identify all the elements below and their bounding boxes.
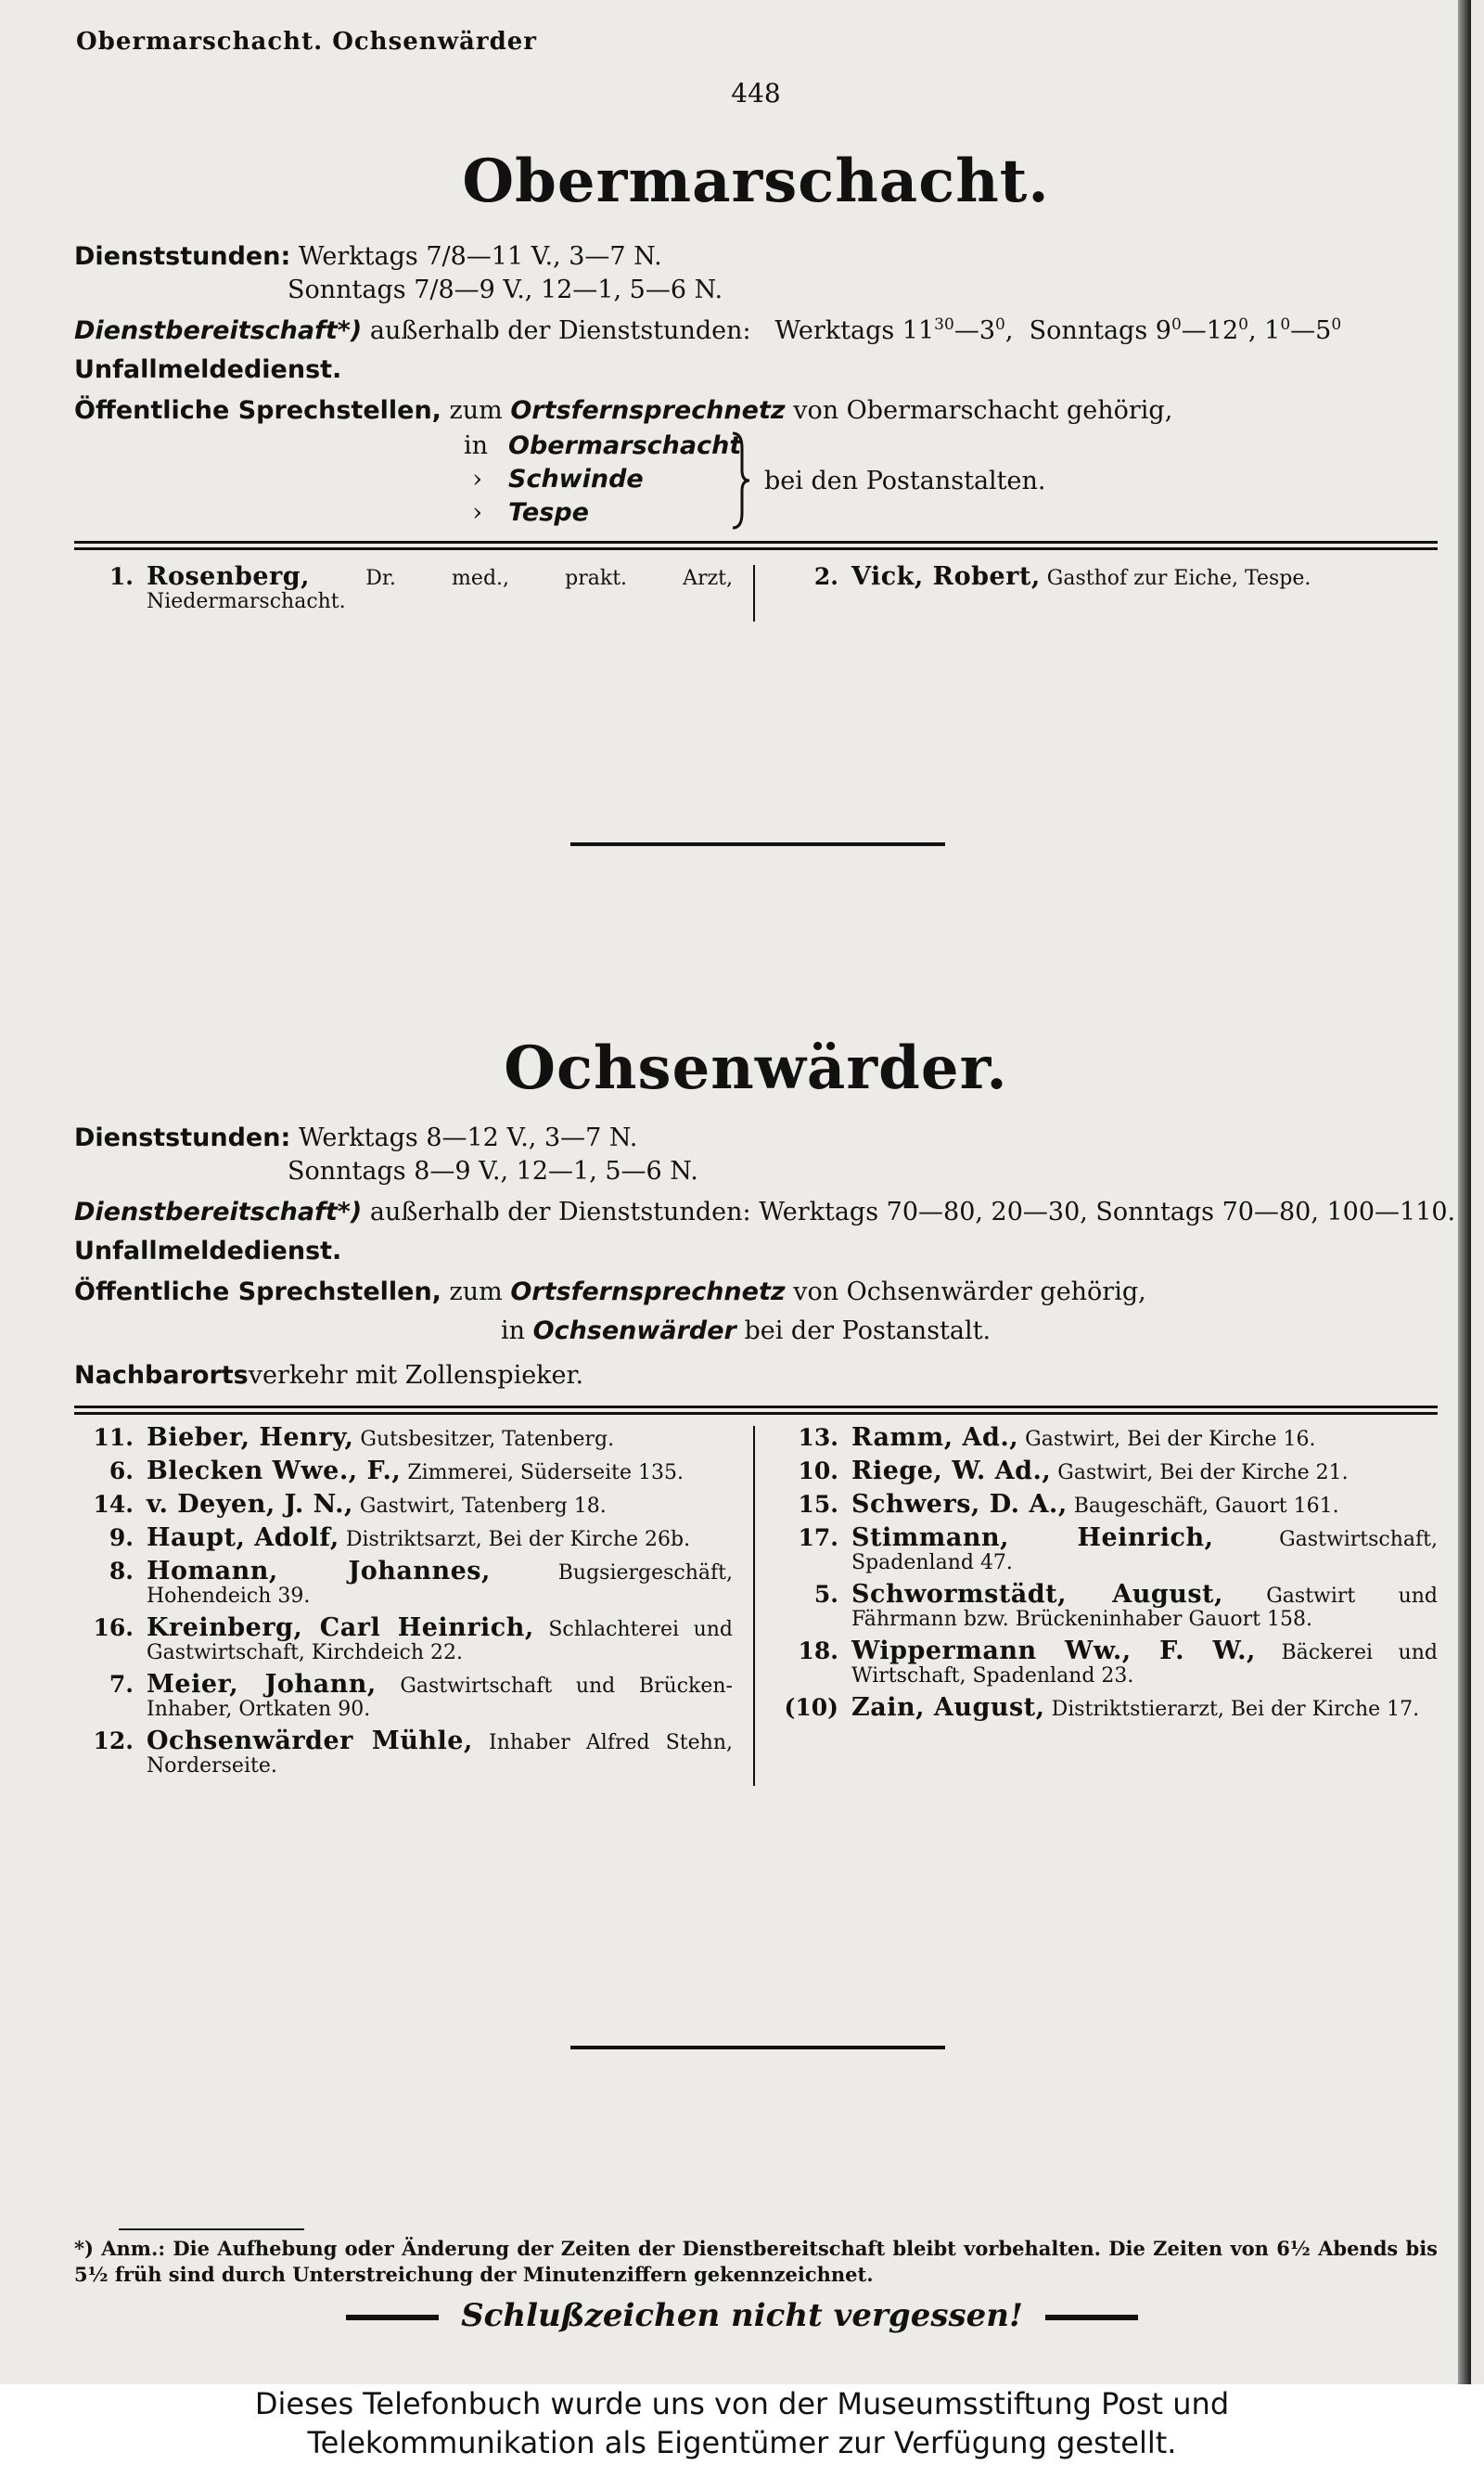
bereitschaft-text: außerhalb der Dienststunden: bbox=[369, 1198, 751, 1226]
bereitschaft-row bbox=[74, 1196, 1456, 1229]
list-item bbox=[779, 1580, 1438, 1631]
entry-number: 9. bbox=[109, 1524, 134, 1551]
list-item bbox=[74, 1423, 733, 1452]
entry-number: 11. bbox=[93, 1424, 134, 1451]
list-item bbox=[74, 1459, 733, 1484]
dienststunden-label: Dienststunden: bbox=[74, 1123, 291, 1152]
entry-body bbox=[147, 1670, 733, 1721]
closing-line bbox=[0, 2297, 1484, 2334]
sonntags-hours: Sonntags 7/8—9 V., 12—1, 5—6 N. bbox=[288, 276, 723, 304]
entry-name: Homann, Johannes, bbox=[147, 1557, 491, 1586]
list-item bbox=[74, 562, 734, 613]
entries-ochsenwaerder bbox=[74, 1423, 1438, 1786]
entry-name: Schwormstädt, August, bbox=[851, 1580, 1223, 1609]
closing-text: Schlußzeichen nicht vergessen! bbox=[461, 2297, 1023, 2334]
sprechstellen-label: Öffentliche Sprechstellen, bbox=[74, 396, 441, 425]
sprech-rest: von Obermarschacht gehörig, bbox=[793, 396, 1173, 425]
entry-text: Gastwirtschaft und Brücken-Inhaber, Ortkaten 90. bbox=[147, 1675, 733, 1721]
entry-body bbox=[147, 1523, 733, 1552]
entry-number: 7. bbox=[109, 1671, 134, 1698]
list-item bbox=[74, 1613, 733, 1664]
orte-block bbox=[74, 428, 1438, 533]
sprech-in: in bbox=[501, 1316, 526, 1345]
entries-column-right bbox=[755, 562, 1438, 622]
orte-prefix: in bbox=[464, 431, 489, 460]
entry-body bbox=[851, 1523, 1438, 1574]
entry-name: Bieber, Henry, bbox=[147, 1423, 354, 1452]
list-item bbox=[779, 1693, 1438, 1722]
sup: 0 bbox=[1331, 315, 1342, 334]
unfall-meldedienst: Unfallmeldedienst. bbox=[74, 1237, 342, 1265]
ort-name: Obermarschacht bbox=[508, 431, 742, 460]
entry-text: Zimmerei, Süderseite 135. bbox=[407, 1461, 684, 1484]
section-separator bbox=[570, 842, 945, 846]
dash-left bbox=[346, 2315, 439, 2320]
list-item bbox=[779, 1523, 1438, 1574]
entry-body bbox=[851, 1423, 1438, 1452]
entry-number: 5. bbox=[813, 1581, 838, 1608]
entry-body bbox=[147, 1729, 733, 1778]
bereitschaft-label: Dienstbereitschaft*) bbox=[74, 316, 363, 345]
section-separator bbox=[570, 2046, 945, 2049]
entry-body bbox=[147, 1613, 733, 1664]
sprechstellen-row bbox=[74, 394, 1438, 428]
bereitschaft-sonntags: Sonntags 9 bbox=[1029, 316, 1171, 345]
list-item bbox=[779, 1459, 1438, 1484]
sprechstellen-row bbox=[74, 1276, 1438, 1309]
sup: 0 bbox=[1280, 315, 1291, 334]
list-item bbox=[74, 1523, 733, 1552]
entry-body bbox=[851, 1459, 1438, 1484]
nachbarorts-label: Nachbarorts bbox=[74, 1361, 249, 1390]
bereitschaft-times: Werktags 70—80, 20—30, Sonntags 70—80, 100—110. bbox=[759, 1198, 1456, 1226]
entry-text: Bugsiergeschäft, Hohendeich 39. bbox=[147, 1561, 734, 1608]
list-item bbox=[779, 562, 1438, 591]
entry-number: 10. bbox=[798, 1457, 838, 1484]
sprech-zum: zum bbox=[449, 396, 503, 425]
entry-number: 13. bbox=[798, 1424, 838, 1451]
entry-number: 12. bbox=[93, 1727, 134, 1754]
section-obermarschacht bbox=[74, 147, 1438, 622]
time-part: —5 bbox=[1290, 316, 1332, 345]
section-title: Ochsenwärder. bbox=[504, 1034, 1008, 1103]
notice-line: Dieses Telefonbuch wurde uns von der Museumsstiftung Post und bbox=[254, 2386, 1230, 2421]
entry-body bbox=[147, 1423, 733, 1452]
entry-name: Stimmann, Heinrich, bbox=[851, 1523, 1214, 1552]
entries-column-left bbox=[74, 1423, 755, 1786]
ort-name: Tespe bbox=[508, 498, 589, 527]
entry-name: Blecken Wwe., F., bbox=[147, 1457, 402, 1485]
entries-column-right bbox=[755, 1423, 1438, 1786]
sonntags-hours: Sonntags 8—9 V., 12—1, 5—6 N. bbox=[288, 1157, 698, 1186]
entry-body bbox=[851, 1693, 1438, 1722]
entry-text: Baugeschäft, Gauort 161. bbox=[1073, 1495, 1339, 1518]
bereitschaft-label: Dienstbereitschaft*) bbox=[74, 1198, 363, 1226]
entry-number: 1. bbox=[109, 563, 134, 590]
ort-name: Schwinde bbox=[508, 465, 644, 494]
dash-right bbox=[1045, 2315, 1138, 2320]
entry-text: Gastwirt, Tatenberg 18. bbox=[359, 1495, 607, 1518]
entry-text: Dr. med., prakt. Arzt, Niedermarschacht. bbox=[147, 567, 734, 613]
entry-number: 16. bbox=[93, 1614, 134, 1641]
bereitschaft-row: Dienstbereitschaft*) außerhalb der Dienststunden: Werktags $11^{30}—3^0$, Sonntags $9^0—12^0$, $1^0—5^0$ bbox=[74, 315, 1342, 345]
entry-name: Zain, August, bbox=[851, 1693, 1045, 1722]
entry-text: Gasthof zur Eiche, Tespe. bbox=[1046, 567, 1311, 590]
notice-line: Telekommunikation als Eigentümer zur Verfügung gestellt. bbox=[307, 2425, 1177, 2460]
entry-name: Meier, Johann, bbox=[147, 1670, 377, 1699]
sprech-zum: zum bbox=[449, 1277, 503, 1306]
footnote-rule bbox=[119, 2228, 304, 2230]
ownership-notice bbox=[0, 2384, 1484, 2465]
werktags-hours: Werktags 8—12 V., 3—7 N. bbox=[298, 1123, 638, 1152]
sprech-ort-rest: bei der Postanstalt. bbox=[744, 1316, 991, 1345]
entry-number: 14. bbox=[93, 1491, 134, 1518]
section-ochsenwaerder bbox=[74, 1034, 1456, 1786]
list-item bbox=[779, 1423, 1438, 1452]
dienststunden-row bbox=[74, 240, 1438, 274]
entry-number: 2. bbox=[813, 563, 838, 590]
ort-name: Ochsenwärder bbox=[532, 1316, 736, 1345]
list-item bbox=[779, 1490, 1438, 1519]
nachbarorts-row bbox=[74, 1359, 1438, 1393]
dienststunden-row bbox=[74, 1122, 1438, 1155]
entry-name: Vick, Robert, bbox=[851, 562, 1041, 591]
entry-body bbox=[851, 1580, 1438, 1631]
entry-body bbox=[147, 1557, 734, 1608]
nachbarorts-text: verkehr mit Zollenspieker. bbox=[248, 1361, 584, 1390]
entry-text: Schlachterei und Gastwirtschaft, Kirchdeich 22. bbox=[147, 1618, 733, 1664]
entry-name: Ramm, Ad., bbox=[851, 1423, 1019, 1452]
entry-text: Gastwirt, Bei der Kirche 16. bbox=[1025, 1428, 1316, 1451]
entry-number: (10) bbox=[784, 1694, 838, 1721]
entry-text: Gastwirt, Bei der Kirche 21. bbox=[1057, 1461, 1349, 1484]
orte-prefix: › bbox=[472, 498, 482, 527]
entries-obermarschacht bbox=[74, 562, 1438, 622]
list-item bbox=[74, 1729, 733, 1778]
entry-body bbox=[851, 1490, 1438, 1519]
double-rule bbox=[74, 541, 1438, 550]
double-rule bbox=[74, 1406, 1438, 1415]
footnote: *) Anm.: Die Aufhebung oder Änderung der Zeiten der Dienstbereitschaft bleibt vorbehalten. Die Zeiten von 6½ Abends bis 5½ früh sind durch Unterstreichung der Minutenziffern gekennzeichnet. bbox=[74, 2237, 1438, 2286]
werktags-hours: Werktags 7/8—11 V., 3—7 N. bbox=[298, 242, 662, 271]
entry-name: Schwers, D. A., bbox=[851, 1490, 1068, 1519]
entry-number: 15. bbox=[798, 1491, 838, 1518]
sup: 0 bbox=[1238, 315, 1248, 334]
entry-name: Rosenberg, bbox=[147, 562, 311, 591]
entries-column-left bbox=[74, 562, 755, 622]
sprech-ort-row bbox=[74, 1315, 1438, 1348]
entry-text: Gastwirtschaft, Spadenland 47. bbox=[851, 1528, 1438, 1574]
entry-name: v. Deyen, J. N., bbox=[147, 1490, 353, 1519]
dienststunden-label: Dienststunden: bbox=[74, 242, 291, 271]
entry-name: Ochsenwärder Mühle, bbox=[147, 1727, 473, 1755]
sup: 30 bbox=[934, 315, 954, 334]
entry-name: Haupt, Adolf, bbox=[147, 1523, 339, 1552]
entry-text: Bäckerei und Wirtschaft, Spadenland 23. bbox=[851, 1641, 1438, 1688]
time-part: —12 bbox=[1181, 316, 1239, 345]
entry-body bbox=[851, 1639, 1438, 1688]
sup: 0 bbox=[995, 315, 1005, 334]
section-title: Obermarschacht. bbox=[462, 147, 1050, 216]
ortsfernsprechnetz: Ortsfernsprechnetz bbox=[510, 1277, 786, 1306]
list-item bbox=[74, 1670, 733, 1721]
ortsfernsprechnetz: Ortsfernsprechnetz bbox=[510, 396, 786, 425]
entry-text: Distriktstierarzt, Bei der Kirche 17. bbox=[1051, 1698, 1420, 1721]
bereitschaft-werktags: Werktags 11 bbox=[774, 316, 935, 345]
list-item bbox=[779, 1639, 1438, 1688]
curly-brace-icon bbox=[729, 430, 751, 532]
entry-name: Wippermann Ww., F. W., bbox=[851, 1637, 1256, 1665]
entry-text: Gutsbesitzer, Tatenberg. bbox=[360, 1428, 615, 1451]
list-item bbox=[74, 1490, 733, 1519]
sprech-rest: von Ochsenwärder gehörig, bbox=[793, 1277, 1146, 1306]
orte-prefix: › bbox=[472, 465, 482, 494]
entry-text: Distriktsarzt, Bei der Kirche 26b. bbox=[345, 1528, 691, 1551]
list-item bbox=[74, 1557, 734, 1608]
entry-number: 6. bbox=[109, 1457, 134, 1484]
time-part: —3 bbox=[953, 316, 995, 345]
unfall-meldedienst: Unfallmeldedienst. bbox=[74, 355, 342, 384]
entry-body bbox=[147, 1459, 733, 1484]
scan-edge bbox=[1458, 0, 1471, 2384]
running-head: Obermarschacht. Ochsenwärder bbox=[76, 28, 538, 56]
bereitschaft-text: außerhalb der Dienststunden: bbox=[369, 316, 751, 345]
entry-number: 8. bbox=[109, 1558, 134, 1585]
entry-name: Riege, W. Ad., bbox=[851, 1457, 1052, 1485]
entry-text: Inhaber Alfred Stehn, Norderseite. bbox=[147, 1731, 733, 1778]
sup: 0 bbox=[1171, 315, 1182, 334]
entry-name: Kreinberg, Carl Heinrich, bbox=[147, 1613, 534, 1642]
entry-number: 18. bbox=[798, 1637, 838, 1664]
page-number: 448 bbox=[731, 78, 781, 109]
sprechstellen-label: Öffentliche Sprechstellen, bbox=[74, 1277, 441, 1306]
entry-text: Gastwirt und Fährmann bzw. Brückeninhaber Gauort 158. bbox=[851, 1585, 1438, 1631]
time-part: , 1 bbox=[1247, 316, 1281, 345]
entry-body bbox=[147, 1490, 733, 1519]
orte-suffix: bei den Postanstalten. bbox=[764, 467, 1046, 495]
entry-number: 17. bbox=[798, 1524, 838, 1551]
